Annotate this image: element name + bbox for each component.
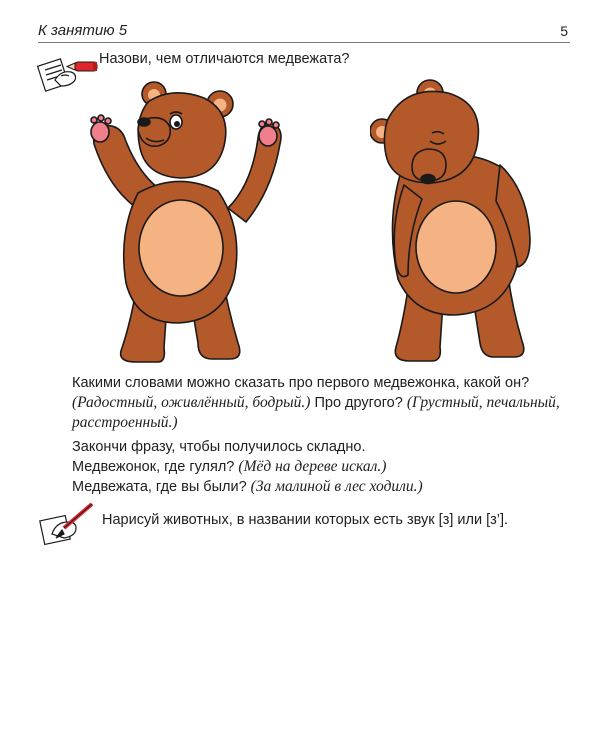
line-2-text: Медвежата, где вы были? — [72, 479, 247, 495]
finish-phrase-exercise — [72, 438, 572, 497]
finish-phrase-line-1 — [72, 457, 572, 477]
question-1 — [72, 374, 572, 433]
finish-phrase-instruction: Закончи фразу, чтобы получилось складно. — [72, 439, 366, 455]
question-1-answer: (Радостный, оживлённый, бодрый.) — [72, 394, 311, 411]
drawing-hand-brush-icon — [38, 498, 102, 548]
happy-bear-illustration — [78, 78, 288, 366]
sad-bear-illustration — [370, 75, 552, 365]
question-1-text: Какими словами можно сказать про первого медвежонка, какой он? — [72, 375, 530, 391]
finish-phrase-line-2 — [72, 477, 572, 497]
task-2-prompt: Нарисуй животных, в названии которых есть звук [з] или [з’]. — [102, 512, 509, 528]
page-number: 5 — [560, 23, 568, 39]
lesson-title: К занятию 5 — [38, 22, 128, 39]
task-1-prompt: Назови, чем отличаются медвежата? — [99, 51, 350, 67]
question-1-answer-2: (Грустный, печальный, расстроенный.) — [72, 394, 560, 431]
question-1-text-2: Про другого? — [314, 395, 403, 411]
line-2-answer: (За малиной в лес ходили.) — [250, 478, 423, 495]
line-1-text: Медвежонок, где гулял? — [72, 459, 235, 475]
line-1-answer: (Мёд на дереве искал.) — [238, 458, 387, 475]
page-header — [38, 20, 570, 43]
